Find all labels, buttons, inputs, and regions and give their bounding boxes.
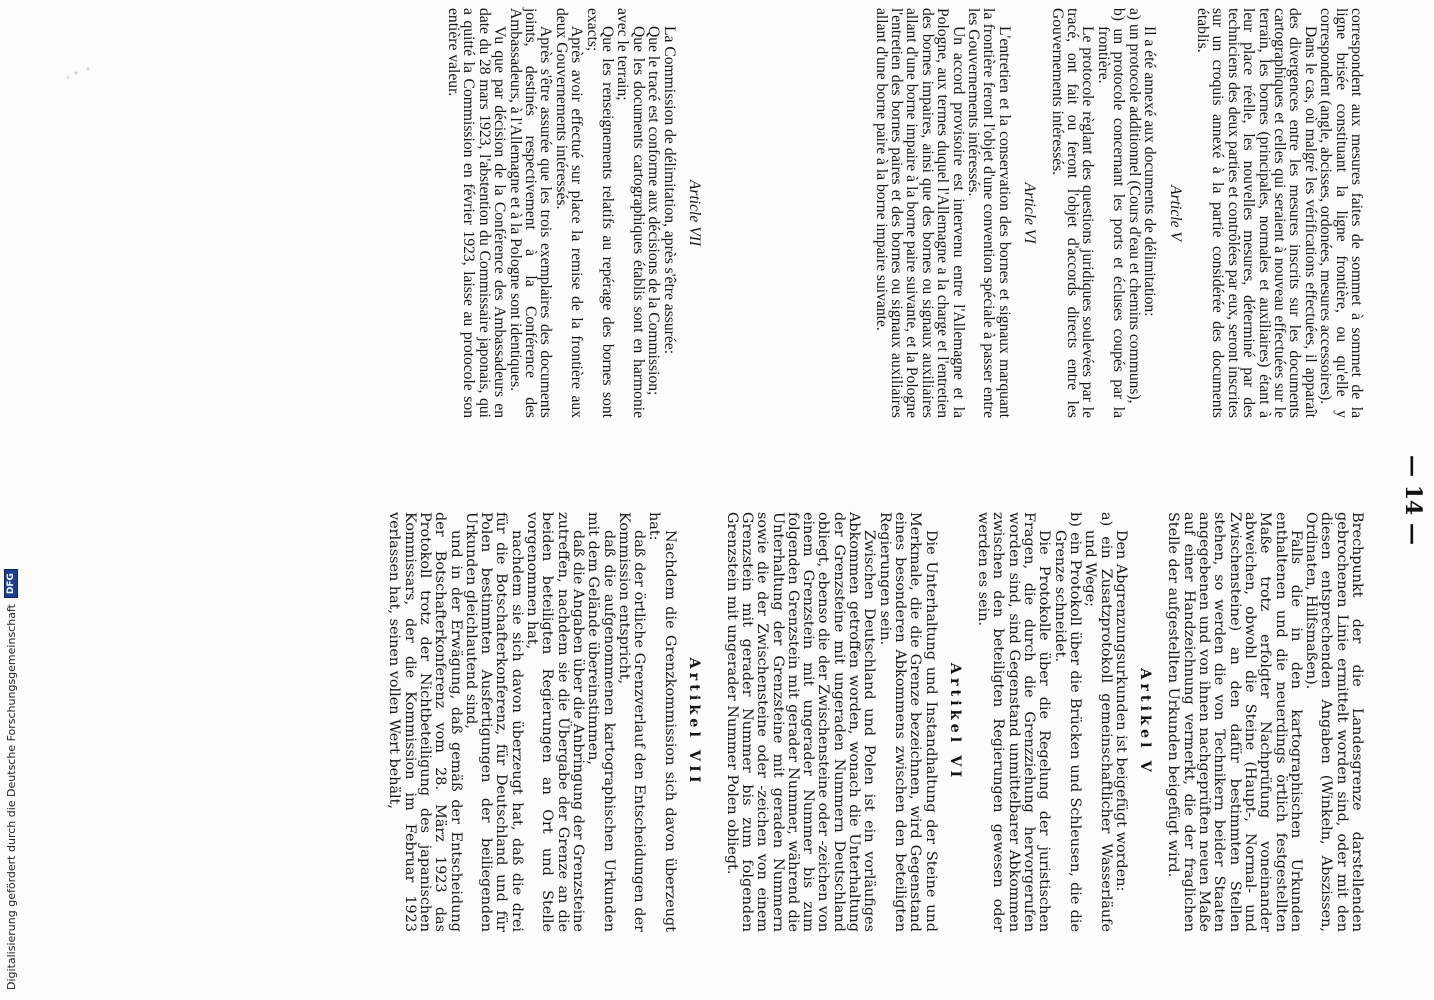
paragraph: Die Protokolle über die Regelung der juristischen Fragen, die durch die Grenzziehung hervorgerufen worden sind, sind Gegenstand unmittelbarer Abkommen zwischen den beteiligten Regierungen gewesen oder werden es sein. — [975, 512, 1053, 932]
article-heading: Article VI — [1021, 182, 1039, 244]
french-column-bottom — [14, 8, 714, 418]
paragraph: Après avoir effectué sur place la remise de la frontière aux deux Gouvernements intéressés. — [552, 8, 586, 418]
paragraph: Nachdem die Grenzkommission sich davon überzeugt hat: — [646, 512, 678, 932]
french-column-top — [754, 8, 1364, 418]
digitization-footer — [0, 0, 22, 1000]
article-heading: Article VII — [686, 179, 703, 247]
paragraph: Que le tracé est conforme aux décisions de la Commission; — [645, 26, 663, 396]
paragraph: Que les documents cartographiques établis sont en harmonie avec le terrain; — [614, 8, 647, 418]
list-item: b) ein Protokoll über die Brücken und Schleusen, die die Grenze schneidet. — [1051, 512, 1083, 932]
list-item: a) ein Zusatzprotokoll gemeinschaftlicher Wasserläufe und Wege; — [1082, 512, 1114, 932]
paragraph: daß die aufgenommenen kartographischen Urkunden mit dem Gelände übereinstimmen, — [585, 512, 617, 932]
article-heading: Artikel V — [1137, 668, 1155, 776]
footer-credit: Digitalisierung gefördert durch die Deutsche Forschungsgemeinschaft — [4, 604, 18, 990]
paragraph: daß die Angaben über die Anbringung der Grenzsteine zutreffen, nachdem sie die Übergabe der Grenze an die beiden beteiligten Regierungen an Ort und Stelle vorgenommen hat, — [524, 512, 586, 932]
list-item: b) un protocole concernant les ports et écluses coupés par la frontière. — [1094, 8, 1128, 418]
paragraph: L'entretien et la conservation des bornes et signaux marquant la frontière feront l'objet d'une convention spéciale à passer entre les Gouvernements intéressés. — [965, 8, 1013, 418]
dfg-logo: DFG — [4, 569, 18, 598]
paragraph: Le protocole règlant des questions juridiques soulevées par le tracé, ont fait ou feront l'objet d'accords directs entre les Gouvernements intéressés. — [1048, 8, 1097, 418]
paragraph: daß der örtliche Grenzverlauf den Entscheidungen der Kommission entspricht, — [615, 512, 648, 932]
paragraph: Brechpunkt der die Landesgrenze darstellenden gebrochenen Linie ermittelt worden sind, oder mit den diesen entsprechenden Angaben (Winkeln, Abszissen, Ordinaten, Hilfsmaßen). — [1303, 512, 1365, 932]
german-column-top — [723, 512, 1365, 932]
paragraph: und in der Erwägung, daß gemäß der Entscheidung der Botschafterkonferenz vom 28. März 1923 das Protokoll trotz der Nichtbeteiligung des japanischen Kommissars, der die Kommission im Februar 1923 verlassen hat, seinen vollen Wert behält, — [386, 512, 464, 932]
article-heading: Artikel VII — [686, 657, 703, 787]
article-heading: Artikel VI — [946, 662, 964, 782]
paragraph: Après s'être assurée que les trois exemplaires des documents joints, destinés respectivement à la Conférence des Ambassadeurs, à l'Allemagne et à la Pologne sont identiques. — [506, 8, 555, 418]
paragraph: correspondent aux mesures faites de sommet à sommet de la ligne brisée constituant la ligne frontière, ou qu'elle y correspondent (angle, abcisses, ordonées, mesures accessoires). — [1317, 8, 1365, 418]
paragraph: Il a été annexé aux documents de délimitation: — [1141, 26, 1159, 317]
paragraph: Die Unterhaltung und Instandhaltung der Steine und Merkmale, die die Grenze bezeichnen, wird Gegenstand eines besonderen Abkommens zwischen den beteiligten Regierungen sein. — [876, 512, 939, 932]
paragraph: nachdem sie sich davon überzeugt hat, daß die drei für die Botschafterkonferenz, für Deutschland und für Polen bestimmten Ausfertigungen der beiliegenden Urkunden gleichlautend sind, — [462, 512, 525, 932]
list-item: a) un protocole additionnel (Cours d'eau et chemins communs), — [1125, 8, 1143, 404]
paragraph: Vu que par décision de la Conférence des Ambassadeurs en date du 28 mars 1923, l'abstention du Commissaire japonais, qui a quitté la Commission en février 1923, laisse au protocole son entière valeur. — [444, 8, 509, 418]
paragraph: Un accord provisoire est intervenu entre l'Allemagne et la Pologne, aux termes duquel l'Allemagne a la charge et l'entretien des bornes impaires, ainsi que des bornes ou signaux auxiliaires allant d'une borne impaire à la borne paire suivante, et la Pologne l'entretien des bornes paires et des bornes ou signaux auxiliaires allant d'une borne paire à la borne impaire suivante. — [872, 8, 967, 418]
paragraph: Den Abgrenzungsurkunden ist beigefügt worden: — [1112, 530, 1129, 892]
german-column-bottom — [14, 512, 714, 932]
paragraph: Zwischen Deutschland und Polen ist ein vorläufiges Abkommen getroffen worden, wonach die Unterhaltung der Grenzsteine mit ungeraden Nummern Deutschland obliegt, ebenso die der Zwischensteine oder -zeichen von einem Grenzstein mit ungerader Nummer bis zum folgenden Grenzstein mit gerader Nummer, während die Unterhaltung der Grenzsteine mit geraden Nummern sowie die der Zwischensteine oder -zeichen von einem Grenzstein mit gerader Nummer bis zum folgenden Grenzstein mit ungerader Nummer Polen obliegt. — [723, 512, 878, 932]
page-number: — 14 — — [1400, 455, 1426, 545]
paragraph: Falls die in den kartographischen Urkunden enthaltenen und die neuerdings örtlich festgestellten Maße trotz erfolgter Nachprüfung voneinander abweichen, obwohl die Steine (Haupt-, Normal- und Zwischensteine) an den dafür bestimmten Stellen stehen, so werden die von Technikern beider Staaten angegebenen und von ihnen nachgeprüften neuen Maße auf einer Handzeichnung vermerkt, die der fraglichen Stelle der aufgestellten Urkunden beigefügt wird. — [1165, 512, 1304, 932]
paragraph: Dans le cas, où malgré les vérifications effectuées, il apparaît des divergences entre les mesures inscrits sur les documents cartographiques et celles qui seraient à nouveau effectuées sur le terrain, les bornes (principales, normales et auxiliaires) étant à leur place réelle, les nouvelles mesures, déterminé par des techniciens des deux parties et contrôlées par eux, seront inscrites sur un croquis annexé à la partie considérée des documents établis. — [1193, 8, 1319, 418]
paragraph: Que les renseignements relatifs au repérage des bornes sont exacts; — [583, 8, 616, 418]
paragraph: La Commission de délimitation, après s'être assurée: — [660, 26, 678, 355]
article-heading: Article V — [1166, 185, 1184, 241]
